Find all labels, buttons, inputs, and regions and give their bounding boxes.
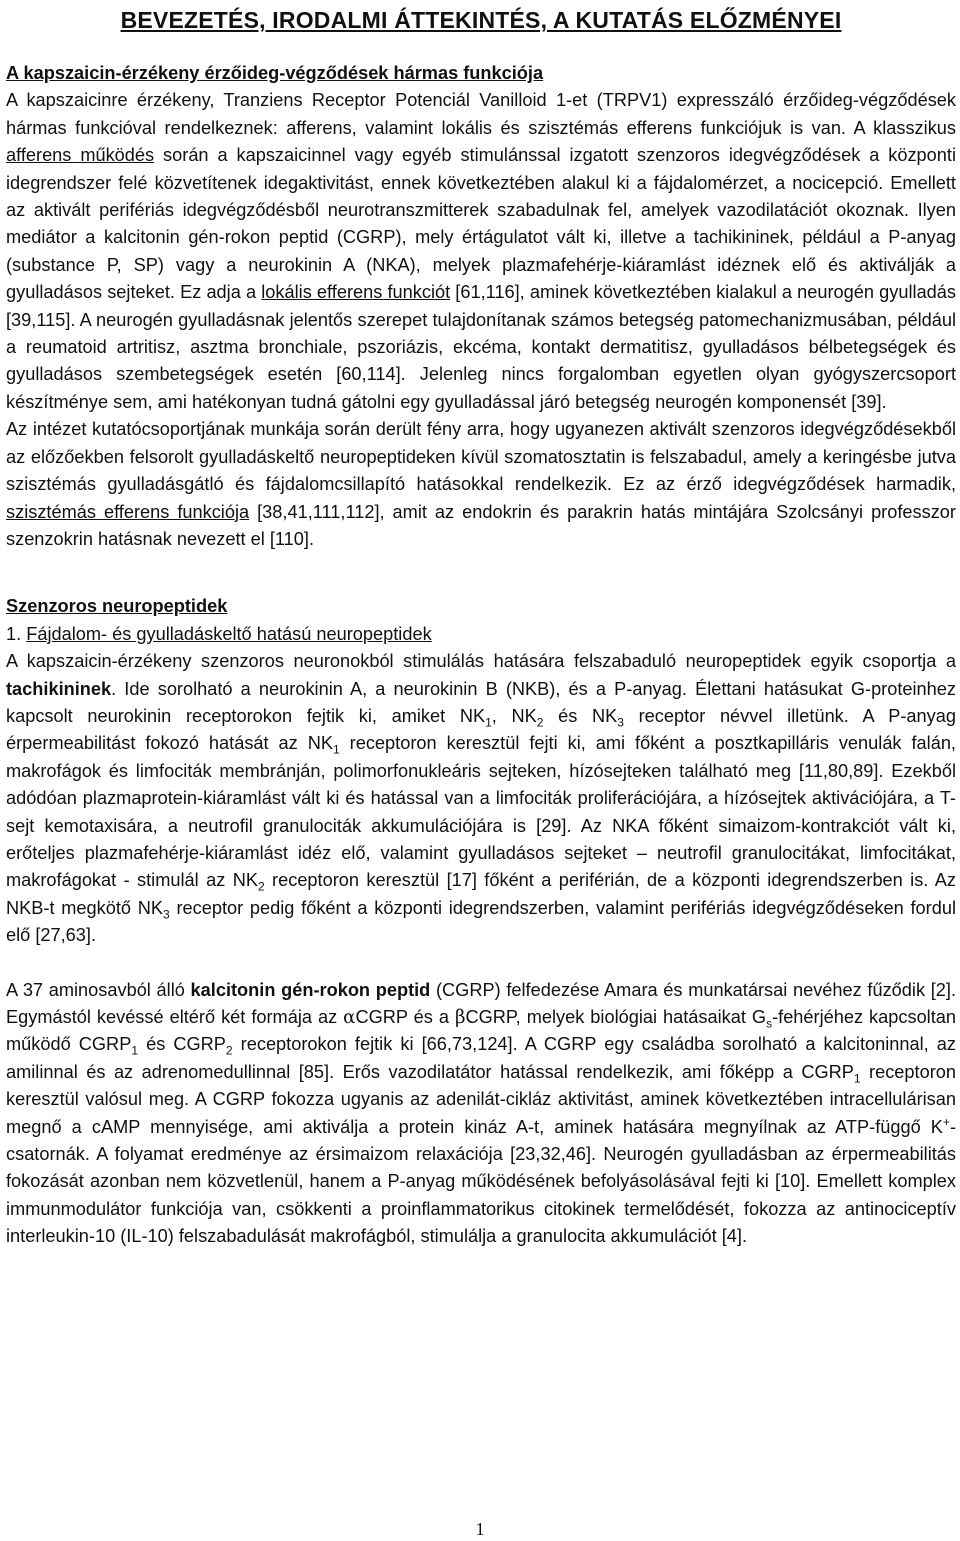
paragraph-tachykinins — [6, 648, 956, 949]
text-run: (CGRP) felfedezése Amara és munkatársai nevéhez fűződik [2]. Egymástól kevéssé eltérő két formája az — [6, 979, 957, 1027]
subscript: 3 — [163, 907, 170, 922]
subheading-pain-inflammation — [6, 621, 956, 648]
text-run: A kapszaicin-érzékeny szenzoros neuronokból stimulálás hatására felszabaduló neuropeptidek egyik csoportja a — [6, 651, 956, 672]
subheading-text: Fájdalom- és gyulladáskeltő hatású neuropeptidek — [26, 623, 432, 644]
text-run: receptoron keresztül fejti ki, ami főként a posztkapilláris venulák falán, makrofágok és limfociták membránján, polimorfonukleáris sejteken, hízósejteken található meg [11,80,89]. Ezekből adódóan plazmaprotein-kiáramlást vált ki és hatással van a limfociták proliferációjára, a hízósejtek aktivációjára, a T-sejt kemotaxisára, a neutrofil granulociták akkumulációjára is [29]. Az NKA főként simaizom-kontrakciót vált ki, erőteljes plazmafehérje-kiáramlást idéz elő, valamint gyulladásos sejteket – neutrofil granulocitákat, limfocitákat, makrofágokat - stimulál az NK — [6, 733, 956, 891]
text-run: és CGRP — [138, 1034, 226, 1055]
underlined-term-systemic-efferent: szisztémás efferens funkciója — [6, 501, 250, 522]
subscript: 1 — [131, 1044, 139, 1059]
subscript: 1 — [485, 715, 492, 730]
text-run: receptorokon fejtik ki [66,73,124]. A CGRP egy családba sorolható a kalcitoninnal, az amilinnal és az adrenomedullinnal [85]. Erős vazodilatátor hatással rendelkezik, ami főképp a CGRP — [6, 1034, 956, 1082]
text-run: receptoron keresztül [17] főként a periférián, de a központi idegrendszerben is. Az NKB-t megkötő NK — [6, 870, 956, 918]
text-run: A 37 aminosavból álló — [6, 979, 191, 1000]
text-run: -fehérjéhez kapcsoltan működő CGRP — [6, 1007, 957, 1055]
subscript: 3 — [617, 715, 624, 730]
subscript: s — [766, 1016, 773, 1031]
text-run: , NK — [491, 705, 537, 726]
subscript: 2 — [225, 1044, 233, 1059]
text-run: Az intézet kutatócsoportjának munkája során derült fény arra, hogy ugyanezen aktivált szenzoros idegvégződésekből az előzőekben felsorolt gyulladáskeltő neuropeptideken kívül szomatosztatin is felszabadul, amely a keringésbe jutva szisztémás gyulladásgátló és fájdalomcsillapító hatásokkal rendelkezik. Ez az érző idegvégződések harmadik, — [6, 419, 956, 495]
section-heading-triple-function: A kapszaicin-érzékeny érzőideg-végződések hármas funkciója — [6, 63, 544, 83]
text-run: -csatornák. A folyamat eredménye az érsimaizom relaxációja [23,32,46]. Neurogén gyulladásban az érpermeabilitás fokozását azonban nem közvetlenül, hanem a P-anyag működésének befolyásolásával fejti ki [10]. Emellett komplex immunmodulátor funkciója van, csökkenti a proinflammatorikus citokinek termelődését, fokozza az antinociceptív interleukin-10 (IL-10) felszabadulását makrofágból, stimulálja a granulocita akkumulációt [4]. — [6, 1116, 956, 1247]
text-run: A kapszaicinre érzékeny, Tranziens Receptor Potenciál Vanilloid 1-et (TRPV1) expresszáló érzőideg-végződések hármas funkcióval rendelkeznek: afferens, valamint lokális és szisztémás efferens funkciójuk is van. A klasszikus — [6, 90, 956, 138]
text-run: során a kapszaicinnel vagy egyéb stimulánssal izgatott szenzoros idegvégződések a központi idegrendszer felé közvetítenek idegaktivitást, ennek következtében alakul ki a fájdalomérzet, a nocicepció. Emellett az aktivált perifériás idegvégződésből neurotranszmitterek szabadulnak fel, amelyek vazodilatációt okoznak. Ilyen mediátor a kalcitonin gén-rokon peptid (CGRP), mely értágulatot vált ki, illetve a tachikininek, például a P-anyag (substance P, SP) vagy a neurokinin A (NKA), melyek plazmafehérje-kiáramlást idéznek elő és aktiválják a gyulladásos sejteket. Ez adja a — [6, 145, 956, 303]
bold-term-tachykinins: tachikininek — [6, 678, 112, 699]
paragraph-triple-function — [6, 87, 956, 416]
section-heading-sensory-neuropeptides: Szenzoros neuropeptidek — [6, 596, 228, 617]
text-run: [38,41,111,112], amit az endokrin és parakrin hatás mintájára Szolcsányi professzor szenzokrin hatásnak nevezett el [110]. — [6, 501, 956, 549]
underlined-term-local-efferent: lokális efferens funkciót — [261, 282, 451, 303]
greek-alpha: α — [343, 1007, 356, 1028]
subscript: 2 — [536, 715, 544, 730]
bold-term-cgrp: kalcitonin gén-rokon peptid — [190, 979, 431, 1000]
subheading-number: 1. — [6, 623, 27, 644]
paragraph-cgrp — [6, 977, 956, 1251]
page-number: 1 — [475, 1519, 485, 1539]
document-page — [6, 0, 956, 1251]
subscript: 1 — [333, 742, 340, 757]
text-run: receptoron keresztül valósul meg. A CGRP fokozza ugyanis az adenilát-cikláz aktivitást, aminek következtében intracellulárisan megnő a cAMP mennyisége, ami aktiválja a protein kináz A-t, aminek hatására megnyílnak az ATP-függő K — [6, 1061, 956, 1137]
text-run: CGRP, melyek biológiai hatásaikat G — [465, 1007, 767, 1027]
text-run: [61,116], aminek következtében kialakul a neurogén gyulladás [39,115]. A neurogén gyulladásnak jelentős szerepet tulajdonítanak számos betegség patomechanizmusában, például a reumatoid artritisz, asztma bronchiale, pszoriázis, ekcéma, kontakt dermatitisz, gyulladásos bélbetegségek és gyulladásos szembetegségek esetén [60,114]. Jelenleg nincs forgalomban egyetlen olyan gyógyszercsoport készítménye sem, ami hatékonyan tudná gátolni egy gyulladással járó betegség neurogén komponensét [39]. — [6, 282, 957, 412]
paragraph-systemic-function — [6, 416, 956, 553]
text-run: CGRP és a — [355, 1007, 455, 1027]
text-run: . Ide sorolható a neurokinin A, a neurokinin B (NKB), és a P-anyag. Élettani hatásukat G-proteinhez kapcsolt neurokinin receptorokon fejtik ki, amiket NK — [6, 678, 956, 726]
subscript: 1 — [853, 1071, 861, 1086]
page-title: BEVEZETÉS, IRODALMI ÁTTEKINTÉS, A KUTATÁS ELŐZMÉNYEI — [120, 7, 842, 33]
text-run: receptor pedig főként a központi idegrendszerben, valamint perifériás idegvégződéseken fordul elő [27,63]. — [6, 897, 956, 946]
underlined-term-afferent: afferens működés — [6, 145, 155, 166]
superscript: + — [942, 1114, 950, 1129]
text-run: receptor névvel illetünk. A P-anyag érpermeabilitást fokozó hatását az NK — [6, 705, 956, 754]
text-run: és NK — [543, 705, 618, 726]
subscript: 2 — [257, 880, 265, 895]
greek-beta: β — [454, 1007, 466, 1028]
